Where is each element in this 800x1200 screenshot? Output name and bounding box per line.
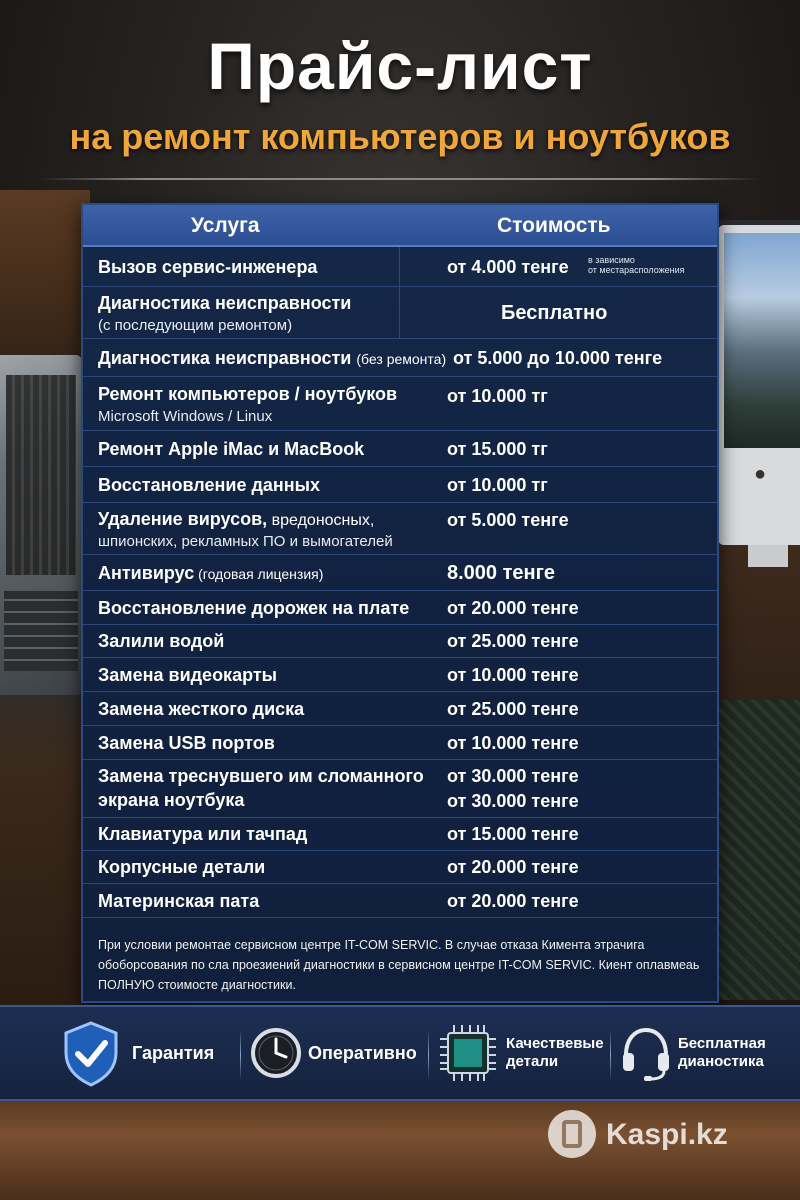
title-divider (40, 178, 760, 180)
table-row (83, 467, 717, 503)
column-header-price: Стоимость (497, 214, 611, 237)
imac-stand (748, 545, 788, 567)
service-name: Замена треснувшего им сломанного (98, 766, 424, 786)
service-subtitle: Microsoft Windows / Linux (98, 408, 273, 425)
feature-label-line2: детали (506, 1053, 559, 1070)
imac-screen-photo (724, 233, 800, 448)
service-subtitle: шпионских, рекламных ПО и вымогателей (98, 533, 393, 550)
feature-warranty (62, 1007, 242, 1103)
service-name (98, 509, 374, 530)
table-row (83, 377, 717, 431)
service-name: Диагностика неисправности (98, 293, 352, 313)
price-note-line: в зависимо (588, 255, 635, 265)
service-name: Замена жесткого диска (98, 699, 305, 719)
feature-separator (240, 1029, 241, 1081)
service-name (98, 348, 446, 369)
service-price: от 15.000 тенге (447, 824, 579, 844)
table-row (83, 658, 717, 692)
table-row (83, 818, 717, 851)
table-row (83, 625, 717, 658)
table-row (83, 287, 717, 339)
table-row (83, 884, 717, 918)
feature-label-line2: дианостика (678, 1053, 764, 1070)
chip-icon (438, 1023, 498, 1083)
service-name: Ремонт компьютеров / ноутбуков (98, 384, 398, 404)
feature-separator (610, 1029, 611, 1081)
service-price: Бесплатно (501, 302, 608, 324)
service-price: от 20.000 тенге (447, 857, 579, 877)
page-title: Прайс-лист (207, 29, 593, 103)
laptop-motherboard-photo (6, 375, 76, 575)
kaspi-logo-icon (548, 1110, 596, 1158)
service-note: (годовая лицензия) (194, 566, 324, 582)
service-price-line2: от 30.000 тенге (447, 791, 579, 811)
headset-icon (620, 1025, 672, 1081)
table-row (83, 692, 717, 726)
table-row (83, 591, 717, 625)
price-note-line: от местарасположения (588, 265, 685, 275)
service-price: от 10.000 тенге (447, 665, 579, 685)
feature-label: Бесплатная (678, 1035, 766, 1052)
service-name: Восстановление дорожек на плате (98, 598, 410, 618)
circuit-board-photo (716, 700, 800, 1000)
service-name: Вызов сервис-инженера (98, 257, 318, 277)
service-name: Восстановление данных (98, 475, 321, 495)
column-divider (399, 247, 400, 286)
service-price: от 10.000 тг (447, 386, 548, 406)
clock-icon (250, 1027, 302, 1079)
service-name-text: Удаление вирусов, (98, 509, 268, 529)
service-name-tail: вредоносных, (267, 512, 375, 529)
feature-label: Качествевые (506, 1035, 604, 1052)
kaspi-watermark-text: Kaspi.kz (606, 1118, 728, 1151)
service-price: от 4.000 тенге (447, 257, 569, 277)
service-price: от 10.000 тг (447, 475, 548, 495)
price-note (588, 255, 685, 275)
table-header (83, 205, 717, 247)
table-row (83, 247, 717, 287)
service-name: Замена видеокарты (98, 665, 278, 685)
service-price: от 15.000 тг (447, 439, 548, 459)
service-note: (без ремонта) (356, 351, 447, 367)
table-row (83, 555, 717, 591)
shield-check-icon (62, 1021, 120, 1087)
service-subtitle: (с последующим ремонтом) (98, 317, 293, 334)
service-name: Залили водой (98, 631, 225, 651)
feature-fast (250, 1007, 430, 1103)
imac-photo (718, 225, 800, 545)
service-name: Корпусные детали (98, 857, 266, 877)
service-name-line2: экрана ноутбука (98, 790, 245, 810)
laptop-keyboard-photo (4, 591, 78, 671)
service-price: 8.000 тенге (447, 562, 556, 584)
table-row (83, 760, 717, 818)
price-table (81, 203, 719, 1003)
service-name: Замена USB портов (98, 733, 275, 753)
service-price: от 30.000 тенге (447, 766, 579, 786)
apple-logo-icon: ● (754, 463, 767, 485)
table-row (83, 339, 717, 377)
footnote-text: При условии ремонтае сервисном центре IT-COM SERVIC. В случае отказа Кимента этрачига обоборсования по сла проезиений диагностики в сервисном центре IT-COM SERVIC. Киент оплавмеаь ПОЛНУЮ стоимосте диагностики. (98, 938, 700, 992)
features-band (0, 1005, 800, 1101)
table-row (83, 431, 717, 467)
page-subtitle: на ремонт компьютеров и ноутбуков (69, 116, 731, 157)
service-name (98, 563, 323, 584)
service-price: от 10.000 тенге (447, 733, 579, 753)
feature-free-diagnostics (620, 1007, 790, 1103)
table-row (83, 726, 717, 760)
service-name-text: Антивирус (98, 563, 195, 583)
feature-quality-parts (438, 1007, 608, 1103)
service-name: Клавиатура или тачпад (98, 824, 308, 844)
table-row (83, 503, 717, 555)
feature-separator (428, 1029, 429, 1081)
service-price: от 5.000 до 10.000 тенге (453, 348, 663, 368)
column-divider (399, 287, 400, 338)
feature-label: Оперативно (308, 1043, 417, 1063)
service-price: от 5.000 тенге (447, 510, 569, 530)
service-name-text: Диагностика неисправности (98, 348, 352, 368)
service-price: от 20.000 тенге (447, 891, 579, 911)
service-price: от 20.000 тенге (447, 598, 579, 618)
laptop-photo (0, 355, 82, 695)
column-header-service: Услуга (191, 214, 260, 237)
service-price: от 25.000 тенге (447, 631, 579, 651)
table-row (83, 851, 717, 884)
service-name: Материнская пата (98, 891, 260, 911)
feature-label: Гарантия (132, 1043, 215, 1063)
service-name: Ремонт Apple iMac и MacBook (98, 439, 365, 459)
service-price: от 25.000 тенге (447, 699, 579, 719)
